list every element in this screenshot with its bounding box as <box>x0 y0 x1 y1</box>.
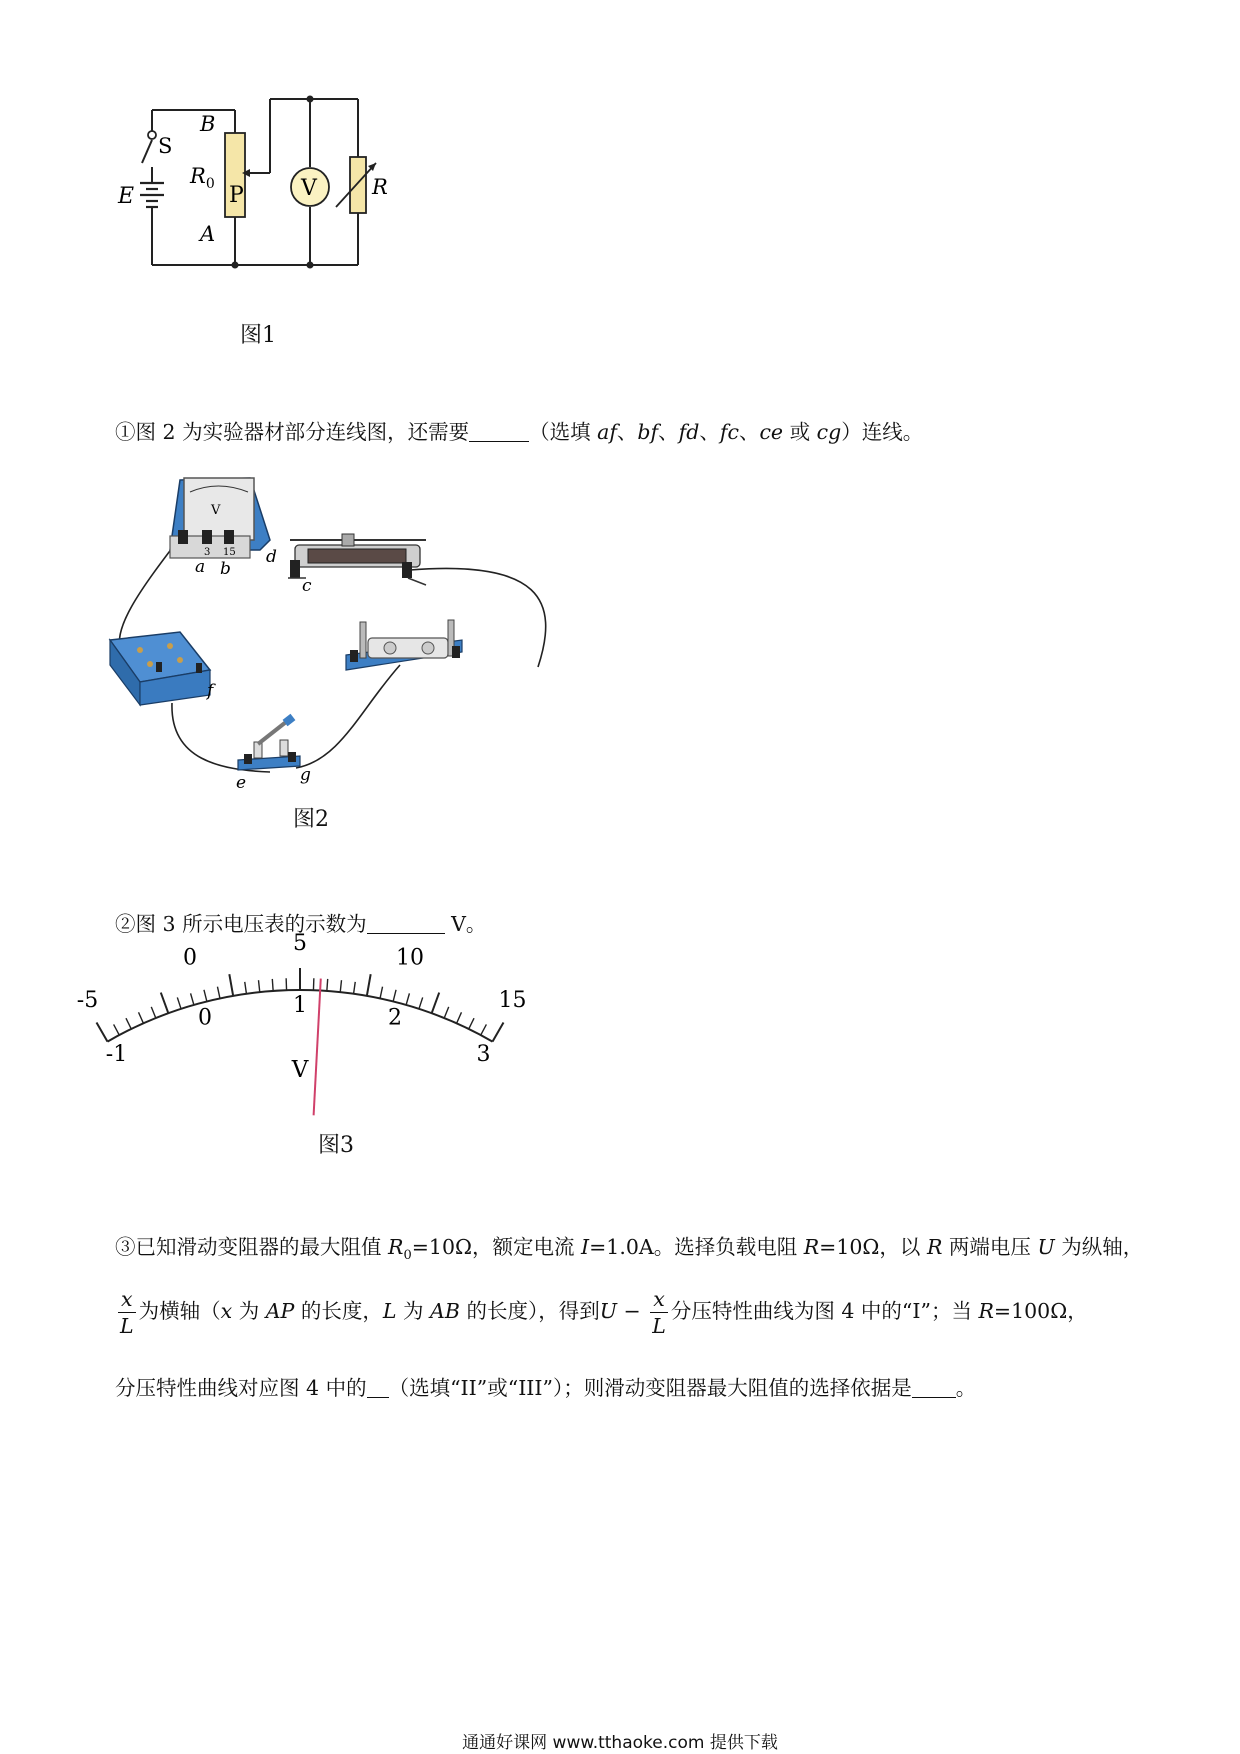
minor-tick <box>469 1018 474 1029</box>
minor-tick <box>406 993 409 1005</box>
inner-scale-label: 0 <box>198 1005 213 1031</box>
outer-scale-label: 0 <box>183 945 198 971</box>
figure1-caption: 图1 <box>240 323 276 348</box>
question1-text: ①图 2 为实验器材部分连线图，还需要 （选填 af、bf、fd、fc、ce 或 cg）连线。 <box>115 420 924 444</box>
terminal-a: a <box>195 557 206 577</box>
minor-tick <box>114 1024 120 1035</box>
question3-line1: ③已知滑动变阻器的最大阻值 $R_0=10\Omega$，额定电流 I=1.0A。选择负载电阻 R=10Ω，以 R 两端电压 U 为纵轴， <box>115 1235 1144 1264</box>
minor-tick <box>126 1018 131 1029</box>
voltmeter-device <box>170 478 270 558</box>
fraction-x-over-l: $\frac{x}{L}$ <box>120 1287 134 1338</box>
device-range-15: 15 <box>223 547 236 558</box>
minor-tick <box>481 1024 487 1035</box>
inner-scale-label: 3 <box>476 1042 491 1068</box>
answer-blank-2[interactable] <box>367 913 445 934</box>
label-V: V <box>301 176 317 201</box>
label-B: B <box>200 112 216 136</box>
meter-needle <box>314 979 321 1116</box>
terminal-e: e <box>236 773 247 793</box>
label-R: R <box>372 175 388 199</box>
major-tick <box>367 974 371 996</box>
label-E: E <box>118 184 135 209</box>
figure2-caption: 图2 <box>293 807 329 832</box>
wire-g-to-resistor <box>296 665 400 768</box>
battery-box-device <box>110 632 210 705</box>
major-tick <box>432 993 440 1014</box>
figure3-caption: 图3 <box>318 1133 354 1158</box>
label-R0: $R_0$ <box>190 164 215 192</box>
minor-tick <box>444 1007 448 1018</box>
terminal-c: c <box>302 576 312 596</box>
answer-blank-4[interactable] <box>912 1377 956 1398</box>
outer-scale-label: 15 <box>498 987 527 1013</box>
terminal-b: b <box>220 559 231 579</box>
label-P: P <box>229 183 244 208</box>
label-S: S <box>158 134 173 158</box>
minor-tick <box>177 997 181 1008</box>
minor-tick <box>354 982 356 994</box>
major-tick <box>493 1023 504 1042</box>
terminal-f: f <box>207 681 214 701</box>
terminal-g: g <box>300 765 311 785</box>
minor-tick <box>151 1007 155 1018</box>
minor-tick <box>393 990 396 1002</box>
load-resistor-r <box>350 157 366 213</box>
terminal-d: d <box>266 547 277 567</box>
minor-tick <box>272 979 273 991</box>
minor-tick <box>327 979 328 991</box>
major-tick <box>161 993 169 1014</box>
fraction-x-over-l-2: $\frac{x}{L}$ <box>652 1287 666 1338</box>
question3-line2: $\frac{x}{L}$ 为横轴（x 为 AP 的长度，L 为 AB 的长度），得到U − $\frac{x}{L}$ 分压特性曲线为图 4 中的“I”；当 R=100Ω， <box>120 1287 1088 1338</box>
switch-device <box>238 714 300 770</box>
major-tick <box>97 1023 108 1042</box>
minor-tick <box>380 987 382 999</box>
outer-scale-label: -5 <box>76 987 99 1013</box>
label-A: A <box>200 222 216 246</box>
answer-blank-1[interactable] <box>469 421 529 442</box>
minor-tick <box>259 980 260 992</box>
inner-scale-label: 1 <box>293 993 307 1018</box>
resistor-device <box>346 620 462 670</box>
minor-tick <box>340 980 341 992</box>
figure1-circuit <box>110 95 430 310</box>
outer-scale-label: 10 <box>395 945 424 971</box>
major-tick <box>229 974 233 996</box>
minor-tick <box>204 990 207 1002</box>
minor-tick <box>191 993 194 1005</box>
minor-tick <box>245 982 247 994</box>
minor-tick <box>217 987 219 999</box>
outer-scale-label: 5 <box>293 931 307 956</box>
inner-scale-label: -1 <box>105 1042 128 1068</box>
device-meter-label: V <box>211 503 221 518</box>
device-range-3: 3 <box>204 547 211 558</box>
minor-tick <box>139 1012 144 1023</box>
minor-tick <box>419 997 423 1008</box>
figure2-apparatus <box>110 460 550 810</box>
question2-text: ②图 3 所示电压表的示数为 V。 <box>115 912 487 936</box>
switch-contact <box>148 131 156 139</box>
page-footer: 通通好课网 www.tthaoke.com 提供下载 <box>462 1733 778 1753</box>
minor-tick <box>457 1012 462 1023</box>
inner-scale-label: 2 <box>387 1005 402 1031</box>
question3-line3: 分压特性曲线对应图 4 中的 （选填“II”或“III”）；则滑动变阻器最大阻值的选择依据是 。 <box>115 1376 977 1400</box>
scale-unit-label: V <box>291 1057 309 1083</box>
answer-blank-3[interactable] <box>367 1377 389 1398</box>
